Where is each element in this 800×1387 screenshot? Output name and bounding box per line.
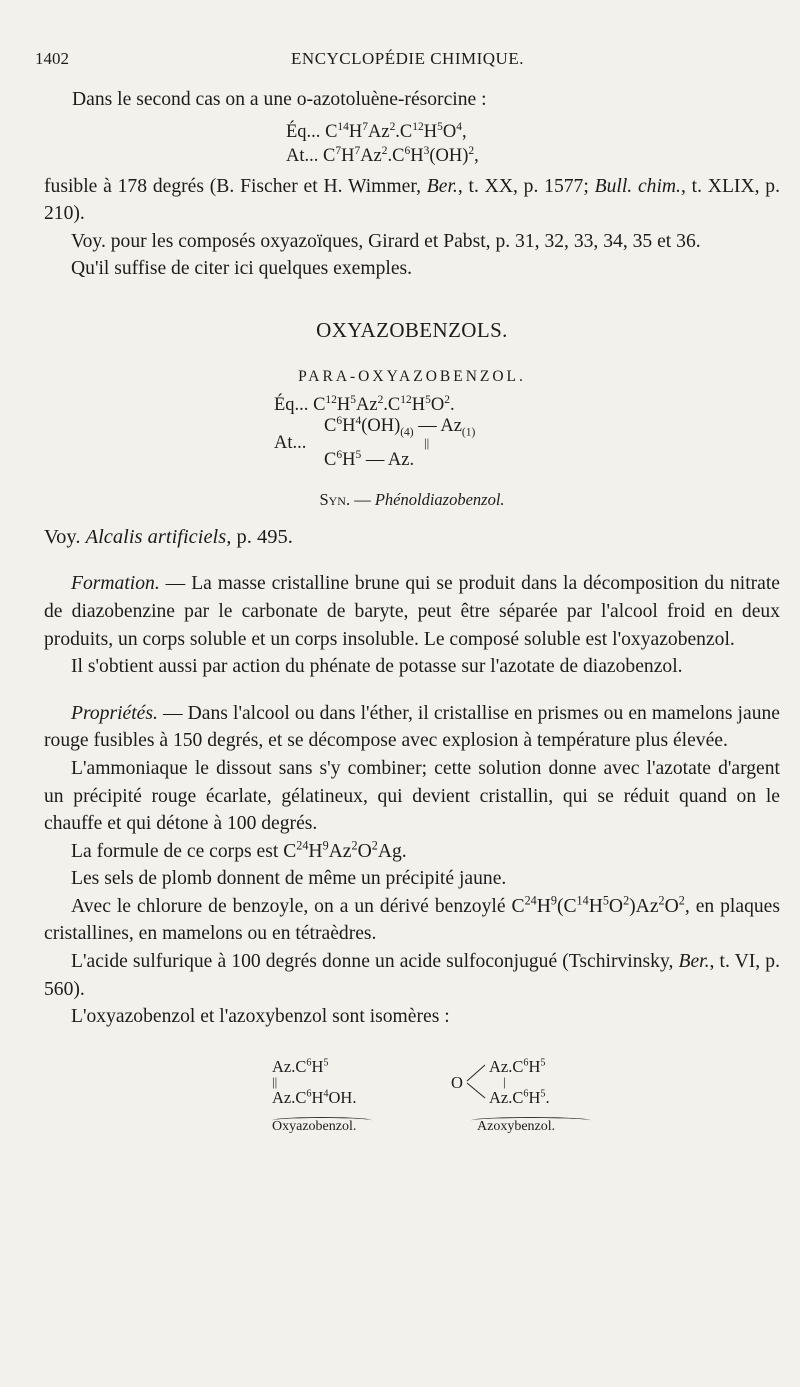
formula-at-2-label: At...: [274, 433, 307, 454]
oxyazobenzol-brace: [272, 1117, 372, 1124]
oxyazobenzol-caption: Oxyazobenzol.: [272, 1118, 357, 1134]
intro-line: Dans le second cas on a une o-azotoluène-résorcine :: [72, 89, 487, 110]
running-title: ENCYCLOPÉDIE CHIMIQUE.: [291, 49, 524, 68]
formula-eq-2: Éq... $C^{12}H^5Az^2.C^{12}H^5O^2$.: [274, 394, 455, 416]
formula-at-1: At... $C^7H^7Az^2.C^6H^3(OH)^2$,: [286, 144, 479, 166]
sulfurique-paragraph: L'acide sulfurique à 100 degrés donne un acide sulfoconjugué (Tschirvinsky, Ber., t. VI, p. 560).: [44, 951, 780, 1000]
formule-paragraph: La formule de ce corps est $C^{24}H^9Az^2O^2Ag$.: [71, 838, 407, 862]
formation-paragraph: Formation. — La masse cristalline brune qui se produit dans la décomposition du nitrate de diazobenzine par le carbonate de baryte, peut être séparée par l'alcool froid en deux produits, un corps soluble et un corps insoluble. Le composé soluble est l'oxyazobenzol.: [44, 573, 780, 650]
formula-block-2: [44, 392, 780, 484]
exemples-paragraph: Qu'il suffise de citer ici quelques exemples.: [71, 258, 413, 280]
syn-label: Syn.: [319, 490, 351, 510]
azoxybenzol-brace: [471, 1117, 591, 1124]
oxyazobenzol-structure: $Az.C^6H^5$ || $Az.C^6H^4OH$. Oxyazobenzol.: [272, 1057, 356, 1136]
formula-eq-1: Éq... $C^{14}H^7Az^2.C^{12}H^5O^4$,: [286, 120, 467, 142]
oxygen-atom: O: [451, 1072, 463, 1092]
formula-at-2-structure: $C^6H^4(OH)_{(4)}$ — $Az_{(1)}$ || $C^6H^5$ — Az.: [324, 415, 476, 471]
section-title: OXYAZOBENZOLS.: [316, 317, 508, 342]
fusible-paragraph: fusible à 178 degrés (B. Fischer et H. Wimmer, Ber., t. XX, p. 1577; Bull. chim., t. XLIX, p. 210).: [44, 175, 780, 225]
page-body: [44, 86, 780, 1151]
page-number: 1402: [35, 49, 69, 68]
ammoniaque-paragraph: L'ammoniaque le dissout sans s'y combiner; cette solution donne avec l'azotate d'argent un précipité rouge écarlate, gélatineux, qui devient cristallin, qui se réduit quand on le chauffe et qui détone à 100 degrés.: [44, 757, 780, 835]
isomeres-paragraph: L'oxyazobenzol et l'azoxybenzol sont isomères :: [71, 1006, 450, 1028]
azoxy-bonds: [465, 1061, 487, 1101]
formula-block-1: [286, 120, 780, 168]
proprietes-paragraph: Propriétés. — Dans l'alcool ou dans l'éther, il cristallise en prismes ou en mamelons jaune rouge fusibles à 150 degrés, et se décompose avec explosion à température plus élevée.: [44, 702, 780, 752]
synonym-line: Syn. — Phénoldiazobenzol.: [319, 490, 505, 510]
syn-value: Phénoldiazobenzol.: [374, 490, 505, 510]
benzoyle-paragraph: Avec le chlorure de benzoyle, on a un dérivé benzoylé $C^{24}H^9(C^{14}H^5O^2)Az^2O^2$, en plaques cristallines, en mamelons ou en tétraèdres.: [44, 893, 780, 945]
isomer-diagram: [44, 1031, 780, 1151]
subsection-title: PARA-OXYAZOBENZOL.: [298, 367, 526, 385]
voy-alcalis: Voy. Alcalis artificiels, p. 495.: [44, 525, 293, 548]
azoxybenzol-structure: O $Az.C^6H^5$ | $Az.C^6H^5$. Azoxybenzol.: [451, 1057, 555, 1136]
obtient-paragraph: Il s'obtient aussi par action du phénate de potasse sur l'azotate de diazobenzol.: [71, 656, 683, 678]
plomb-paragraph: Les sels de plomb donnent de même un précipité jaune.: [71, 868, 507, 890]
azoxybenzol-caption: Azoxybenzol.: [477, 1118, 556, 1134]
voy-composes-paragraph: Voy. pour les composés oxyazoïques, Girard et Pabst, p. 31, 32, 33, 34, 35 et 36.: [71, 230, 701, 252]
